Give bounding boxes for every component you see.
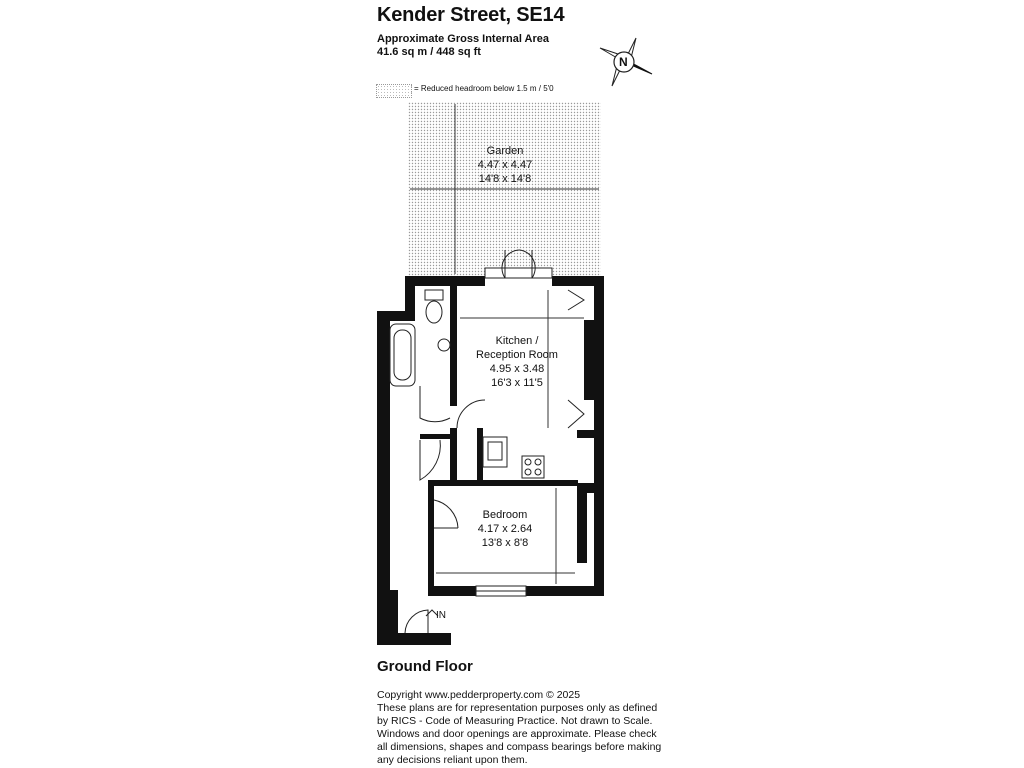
- garden-name: Garden: [486, 145, 524, 157]
- legend-text: = Reduced headroom below 1.5 m / 5'0: [414, 84, 554, 93]
- bathroom-fittings: [390, 290, 450, 422]
- bedroom-label: [455, 508, 555, 550]
- entrance-label: IN: [436, 610, 446, 621]
- entrance-door: [405, 610, 438, 633]
- compass-north-label: N: [619, 55, 628, 69]
- bedroom-metric: 4.17 x 2.64: [477, 523, 533, 535]
- kitchen-imperial: 16'3 x 11'5: [491, 377, 543, 389]
- area-label: Approximate Gross Internal Area: [377, 33, 549, 45]
- copyright-line-6: any decisions reliant upon them.: [377, 754, 528, 766]
- plan-title: Kender Street, SE14: [377, 4, 565, 26]
- kitchen-metric: 4.95 x 3.48: [489, 363, 545, 375]
- copyright-line-5: all dimensions, shapes and compass bearings before making: [377, 741, 662, 753]
- copyright-line-3: by RICS - Code of Measuring Practice. Not drawn to Scale.: [377, 715, 653, 727]
- copyright-line-1: Copyright www.pedderproperty.com © 2025: [377, 689, 581, 701]
- area-value: 41.6 sq m / 448 sq ft: [377, 46, 481, 58]
- bedroom-window: [476, 586, 526, 596]
- kitchen-name-line1: Kitchen /: [495, 335, 539, 347]
- bedroom-name: Bedroom: [482, 509, 528, 521]
- kitchen-name-line2: Reception Room: [476, 349, 558, 361]
- garden-metric: 4.47 x 4.47: [477, 159, 533, 171]
- copyright-line-2: These plans are for representation purposes only as defined: [377, 702, 658, 714]
- garden-label: [455, 144, 555, 186]
- copyright-line-4: Windows and door openings are approximate. Please check: [377, 728, 657, 740]
- garden-imperial: 14'8 x 14'8: [478, 173, 532, 185]
- kitchen-label: [462, 334, 572, 390]
- floor-label: Ground Floor: [377, 658, 473, 675]
- bedroom-imperial: 13'8 x 8'8: [481, 537, 529, 549]
